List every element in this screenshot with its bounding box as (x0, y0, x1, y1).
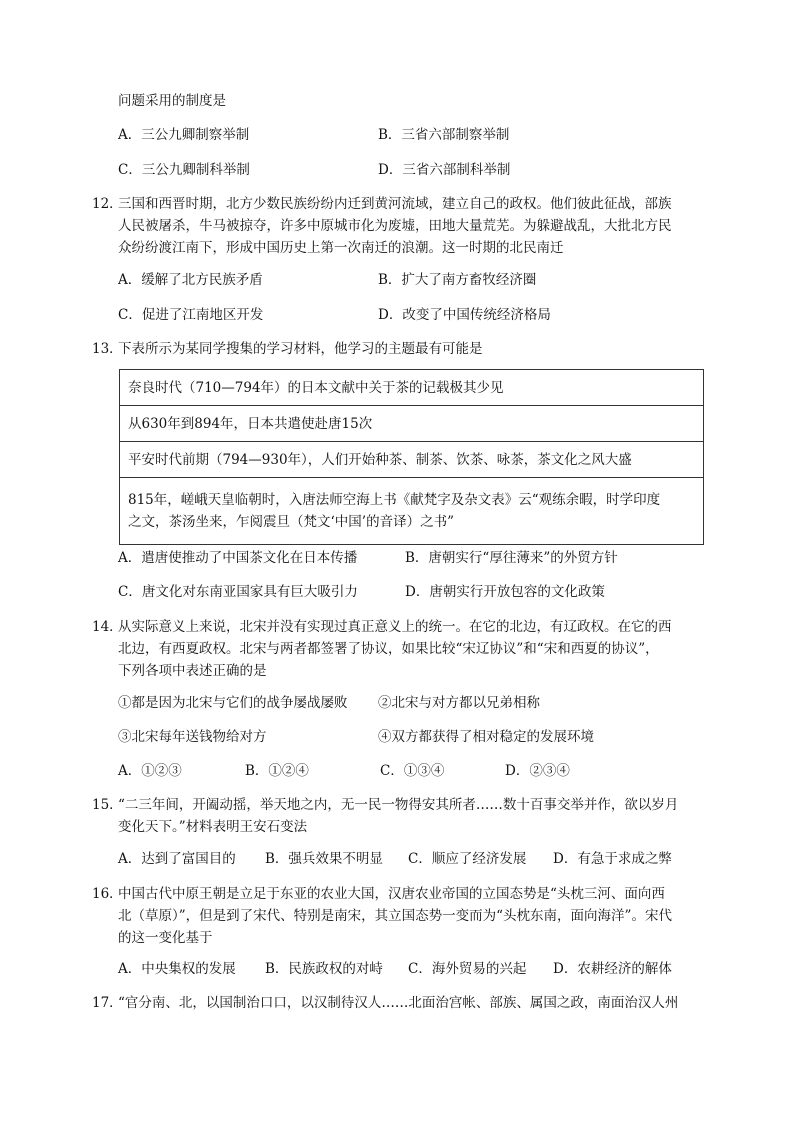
table-row (120, 406, 704, 442)
q14-option-c: C．①③④ (380, 763, 445, 779)
q15-stem-line: 变化天下。”材料表明王安石变法 (118, 819, 308, 835)
q16-option-b: B．民族政权的对峙 (265, 961, 383, 977)
q14-option-a: A．①②③ (118, 763, 182, 779)
q14-stem-line: 北边，有西夏政权。北宋与两者都签署了协议，如果比较“宋辽协议”和“宋和西夏的协议”， (118, 641, 659, 657)
table-row (120, 442, 704, 478)
q16-stem-line: 北（草原）”，但是到了宋代、特别是南宋，其立国态势一变而为“头枕东南，面向海洋”。宋代 (118, 908, 672, 924)
q15-stem-line: “二三年间，开阖动摇，举天地之内，无一民一物得安其所者……数十百事交举并作，欲以岁月 (118, 797, 679, 813)
q12-option-d: D．改变了中国传统经济格局 (378, 307, 551, 323)
table-cell: 奈良时代（710—794年）的日本文献中关于茶的记载极其少见 (120, 370, 704, 406)
q16-option-a: A．中央集权的发展 (118, 961, 236, 977)
q11-stem: 问题采用的制度是 (118, 93, 226, 109)
q14-number: 14． (92, 619, 123, 635)
table-row (120, 478, 704, 545)
q14-item-3: ③北宋每年送钱物给对方 (118, 729, 267, 745)
q14-stem-line: 从实际意义上来说，北宋并没有实现过真正意义上的统一。在它的北边，有辽政权。在它的西 (118, 619, 672, 635)
table-cell-line: 815年，嵯峨天皇临朝时，入唐法师空海上书《献梵字及杂文表》云“观练余暇，时学印度 (128, 492, 661, 508)
q12-option-c: C．促进了江南地区开发 (118, 307, 264, 323)
q13-number: 13． (92, 341, 123, 357)
q14-item-1: ①都是因为北宋与它们的战争屡战屡败 (118, 695, 348, 711)
q15-option-b: B．强兵效果不明显 (265, 851, 383, 867)
q15-option-d: D．有急于求成之弊 (553, 851, 672, 867)
q11-option-a: A．三公九卿制察举制 (118, 127, 250, 143)
table-cell (120, 478, 704, 545)
q11-option-c: C．三公九卿制科举制 (118, 162, 250, 178)
q12-number: 12． (92, 196, 123, 212)
q14-item-4: ④双方都获得了相对稳定的发展环境 (378, 729, 594, 745)
table-cell: 平安时代前期（794—930年），人们开始种茶、制茶、饮茶、咏茶，茶文化之风大盛 (120, 442, 704, 478)
q12-option-a: A．缓解了北方民族矛盾 (118, 272, 263, 288)
q14-option-d: D．②③④ (505, 763, 570, 779)
q17-number: 17． (92, 995, 123, 1011)
q16-stem-line: 的这一变化基于 (118, 930, 213, 946)
q12-stem-line: 众纷纷渡江南下，形成中国历史上第一次南迁的浪潮。这一时期的北民南迁 (118, 240, 564, 256)
q13-option-a: A．遣唐使推动了中国茶文化在日本传播 (118, 550, 358, 566)
q16-option-d: D．农耕经济的解体 (553, 961, 672, 977)
q13-stem: 下表所示为某同学搜集的学习材料，他学习的主题最有可能是 (118, 341, 483, 357)
q12-option-b: B．扩大了南方畜牧经济圈 (378, 272, 537, 288)
q11-option-b: B．三省六部制察举制 (378, 127, 510, 143)
q13-option-c: C．唐文化对东南亚国家具有巨大吸引力 (118, 584, 358, 600)
table-row (120, 370, 704, 406)
q12-stem-line: 人民被屠杀，牛马被掠夺，许多中原城市化为废墟，田地大量荒芜。为躲避战乱，大批北方民 (118, 218, 672, 234)
q15-option-a: A．达到了富国目的 (118, 851, 236, 867)
q13-material-table (119, 369, 704, 545)
q11-option-d: D．三省六部制科举制 (378, 162, 511, 178)
q13-option-b: B．唐朝实行“厚往薄来”的外贸方针 (405, 550, 618, 566)
table-cell: 从630年到894年，日本共遣使赴唐15次 (120, 406, 704, 442)
q15-number: 15． (92, 797, 123, 813)
q14-item-2: ②北宋与对方都以兄弟相称 (378, 695, 540, 711)
q12-stem-line: 三国和西晋时期，北方少数民族纷纷内迁到黄河流域，建立自己的政权。他们彼此征战，部族 (118, 196, 672, 212)
q16-number: 16． (92, 886, 123, 902)
table-cell-line: 之文，茶汤坐来，乍阅震旦（梵文‘中国’的音译）之书” (128, 514, 454, 530)
q17-stem-line: “官分南、北，以国制治口口，以汉制待汉人……北面治宫帐、部族、属国之政，南面治汉人州 (118, 995, 679, 1011)
q14-option-b: B．①②④ (245, 763, 309, 779)
q15-option-c: C．顺应了经济发展 (408, 851, 527, 867)
q16-option-c: C．海外贸易的兴起 (408, 961, 527, 977)
q14-stem-line: 下列各项中表述正确的是 (118, 663, 267, 679)
q16-stem-line: 中国古代中原王朝是立足于东亚的农业大国，汉唐农业帝国的立国态势是“头枕三河、面向西 (118, 886, 665, 902)
q13-option-d: D．唐朝实行开放包容的文化政策 (405, 584, 605, 600)
